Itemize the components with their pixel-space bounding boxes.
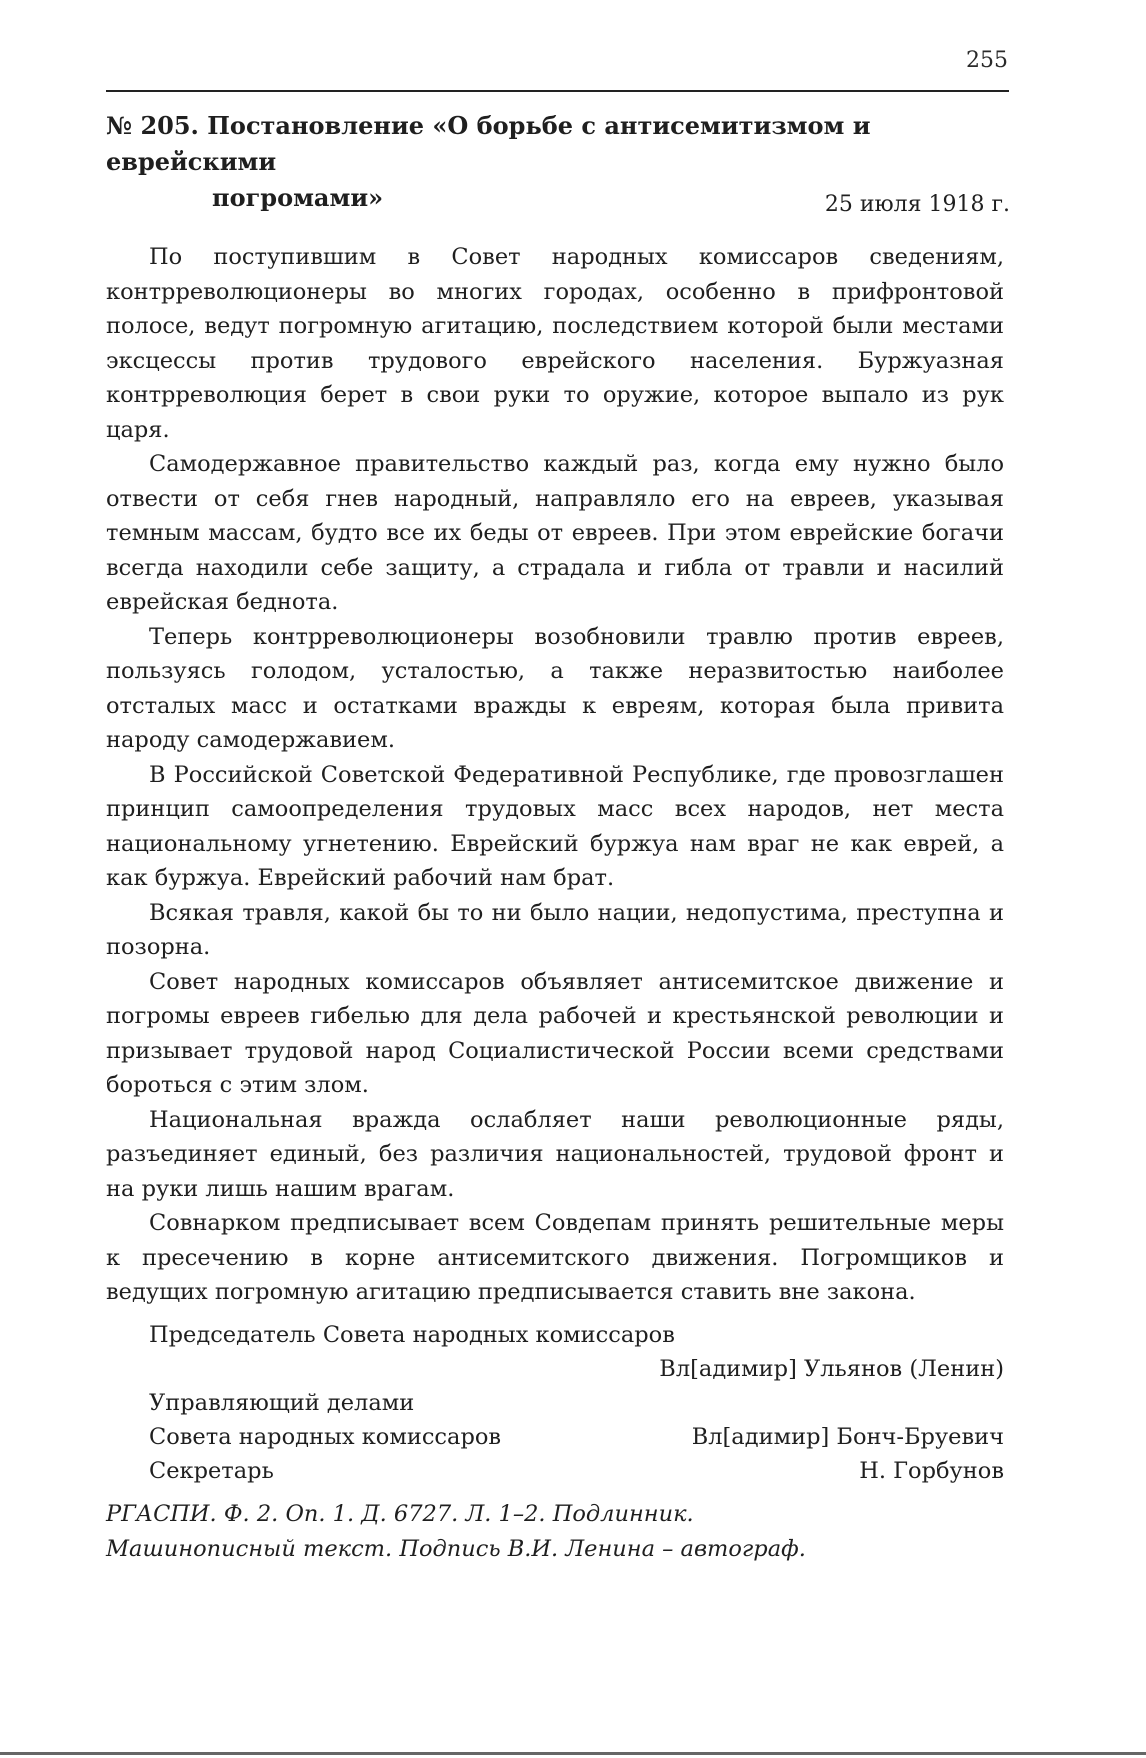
secretary-name: Н. Горбунов [859, 1458, 1004, 1484]
secretary-role: Секретарь [149, 1458, 274, 1484]
manager-name: Вл[адимир] Бонч-Бруевич [691, 1424, 1004, 1450]
paragraph: По поступившим в Совет народных комиссаров сведениям, контрреволюционеры во многих городах, особенно в прифронтовой полосе, ведут погромную агитацию, последствием которой были местами эксцессы против трудового еврейского населения. Буржуазная контрреволюция берет в свои руки то оружие, которое выпало из рук царя. [106, 244, 1004, 443]
title-line-2: погромами» [212, 183, 384, 212]
page-number: 255 [966, 48, 1008, 73]
paragraph: Всякая травля, какой бы то ни было нации, недопустима, преступна и позорна. [106, 899, 1004, 960]
chair-name: Вл[адимир] Ульянов (Ленин) [659, 1356, 1004, 1382]
manager-role-line-2: Совета народных комиссаров [149, 1424, 502, 1450]
document-body [106, 240, 1004, 1310]
document-date: 25 июля 1918 г. [824, 192, 1010, 217]
paragraph: Теперь контрреволюционеры возобновили травлю против евреев, пользуясь голодом, усталостью, а также неразвитостью наиболее отсталых масс и остатками вражды к евреям, которая была привита народу самодержавием. [106, 623, 1004, 753]
document-number: № 205. [106, 111, 199, 140]
chair-role: Председатель Совета народных комиссаров [149, 1322, 675, 1348]
header-rule [106, 90, 1009, 92]
archival-source [106, 1497, 1004, 1567]
source-line-2: Машинописный текст. Подпись В.И. Ленина – автограф. [106, 1536, 806, 1562]
title-line-1: Постановление «О борьбе с антисемитизмом и еврейскими [106, 111, 871, 176]
paragraph: Совнарком предписывает всем Совдепам принять решительные меры к пресечению в корне антисемитского движения. Погромщиков и ведущих погромную агитацию предписывается ставить вне закона. [106, 1210, 1004, 1305]
signature-block [106, 1318, 1004, 1488]
bottom-edge-rule [0, 1752, 1146, 1755]
paragraph: Самодержавное правительство каждый раз, когда ему нужно было отвести от себя гнев народный, направляло его на евреев, указывая темным массам, будто все их беды от евреев. При этом еврейские богачи всегда находили себе защиту, а страдала и гибла от травли и насилий еврейская беднота. [106, 451, 1004, 615]
manager-role-line-1: Управляющий делами [149, 1390, 415, 1416]
paragraph: Национальная вражда ослабляет наши революционные ряды, разъединяет единый, без различия национальностей, трудовой фронт и на руки лишь нашим врагам. [106, 1106, 1004, 1202]
paragraph: В Российской Советской Федеративной Республике, где провозглашен принцип самоопределения трудовых масс всех народов, нет места национальному угнетению. Еврейский буржуа нам враг не как еврей, а как буржуа. Еврейский рабочий нам брат. [106, 761, 1004, 891]
source-line-1: РГАСПИ. Ф. 2. Оп. 1. Д. 6727. Л. 1–2. Подлинник. [106, 1501, 694, 1527]
paragraph: Совет народных комиссаров объявляет антисемитское движение и погромы евреев гибелью для дела рабочей и крестьянской революции и призывает трудовой народ Социалистической России всеми средствами бороться с этим злом. [106, 968, 1004, 1098]
